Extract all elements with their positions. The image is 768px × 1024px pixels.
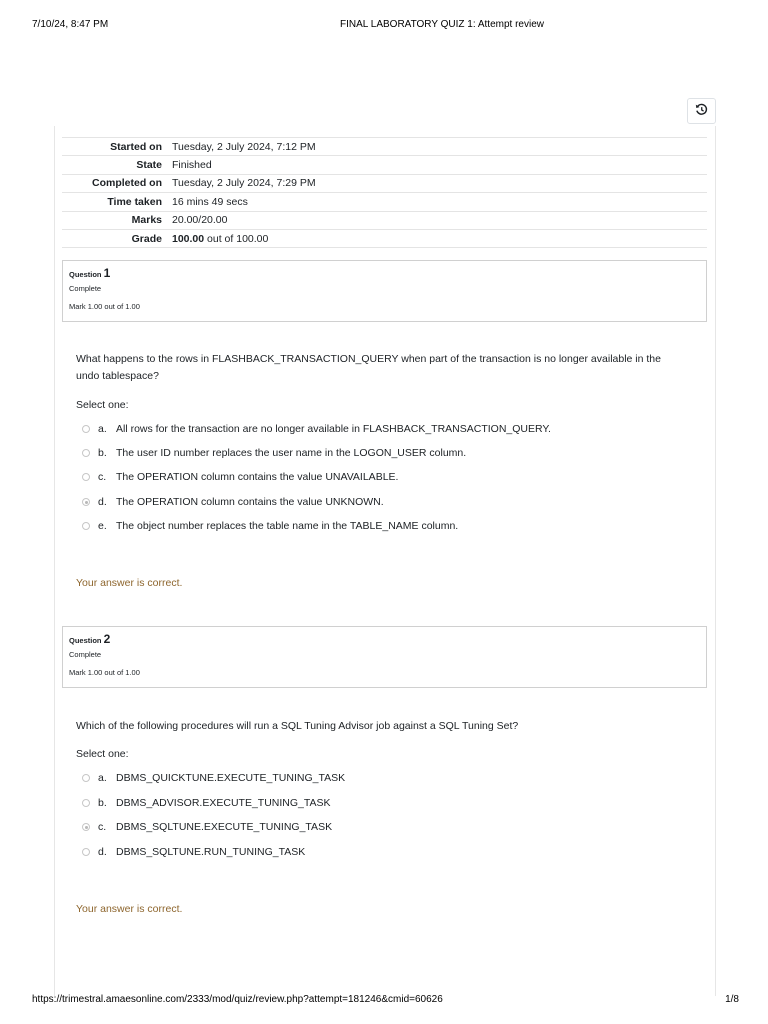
content-region (54, 126, 716, 996)
page-url: https://trimestral.amaesonline.com/2333/mod/quiz/review.php?attempt=181246&cmid=60626 (32, 994, 443, 1005)
summary-value (167, 229, 707, 247)
summary-label: Started on (110, 140, 162, 153)
radio-button[interactable] (82, 473, 90, 481)
question-grade: Mark 1.00 out of 1.00 (69, 302, 140, 311)
radio-button[interactable] (82, 774, 90, 782)
question-text-2: Which of the following procedures will run a SQL Tuning Advisor job against a SQL Tuning Set? (76, 720, 519, 732)
print-header (0, 19, 768, 33)
summary-row-completed (62, 174, 707, 192)
attempt-summary-table (62, 137, 707, 248)
radio-button[interactable] (82, 522, 90, 530)
summary-value: 16 mins 49 secs (172, 195, 248, 208)
option-text: DBMS_QUICKTUNE.EXECUTE_TUNING_TASK (116, 772, 346, 784)
question-state: Complete (69, 650, 102, 659)
grade-suffix: out of 100.00 (207, 232, 269, 245)
grade-score: 100.00 (172, 232, 205, 245)
option-text: DBMS_SQLTUNE.RUN_TUNING_TASK (116, 846, 306, 858)
option-letter: d. (98, 496, 107, 508)
option-letter: a. (98, 772, 107, 784)
question-state: Complete (69, 284, 102, 293)
summary-label: State (136, 159, 162, 172)
summary-row-time (62, 193, 707, 211)
answer-option-1c[interactable] (82, 471, 398, 483)
option-letter: b. (98, 447, 107, 459)
summary-value: Tuesday, 2 July 2024, 7:12 PM (172, 140, 316, 153)
summary-row-state (62, 156, 707, 174)
option-text: DBMS_SQLTUNE.EXECUTE_TUNING_TASK (116, 821, 333, 833)
option-text: All rows for the transaction are no longer available in FLASHBACK_TRANSACTION_QUERY. (116, 423, 551, 435)
option-text: The object number replaces the table name in the TABLE_NAME column. (116, 520, 459, 532)
answer-feedback-2: Your answer is correct. (76, 903, 183, 915)
option-letter: c. (98, 471, 107, 483)
answer-option-1d[interactable] (82, 496, 384, 508)
summary-value: Tuesday, 2 July 2024, 7:29 PM (172, 177, 316, 190)
page-number: 1/8 (725, 994, 739, 1005)
answer-option-1e[interactable] (82, 520, 458, 532)
answer-option-2b[interactable] (82, 797, 331, 809)
radio-button[interactable] (82, 449, 90, 457)
summary-label: Marks (131, 214, 162, 227)
history-icon (695, 103, 708, 119)
option-text: The OPERATION column contains the value UNAVAILABLE. (116, 471, 399, 483)
radio-button-selected[interactable] (82, 498, 90, 506)
option-letter: c. (98, 821, 107, 833)
answer-option-1b[interactable] (82, 447, 466, 459)
question-info-2 (62, 626, 707, 688)
answer-option-1a[interactable] (82, 423, 551, 435)
question-text-1: What happens to the rows in FLASHBACK_TRANSACTION_QUERY when part of the transaction is no longer available in the undo tablespace? (76, 353, 661, 382)
answer-option-2d[interactable] (82, 846, 305, 858)
summary-value: Finished (172, 159, 212, 172)
option-text: DBMS_ADVISOR.EXECUTE_TUNING_TASK (116, 797, 331, 809)
print-title: FINAL LABORATORY QUIZ 1: Attempt review (340, 19, 544, 30)
option-letter: e. (98, 520, 107, 532)
answer-option-2c[interactable] (82, 821, 332, 833)
answer-feedback-1: Your answer is correct. (76, 577, 183, 589)
select-one-prompt: Select one: (76, 748, 129, 760)
radio-button[interactable] (82, 848, 90, 856)
summary-label: Completed on (92, 177, 162, 190)
radio-button[interactable] (82, 425, 90, 433)
option-letter: b. (98, 797, 107, 809)
print-date: 7/10/24, 8:47 PM (32, 19, 109, 30)
option-text: The OPERATION column contains the value UNKNOWN. (116, 496, 384, 508)
question-number: Question 2 (69, 632, 111, 646)
select-one-prompt: Select one: (76, 399, 129, 411)
summary-row-marks (62, 211, 707, 229)
summary-row-started (62, 138, 707, 156)
summary-label: Grade (131, 232, 162, 245)
summary-value: 20.00/20.00 (172, 214, 228, 227)
radio-button-selected[interactable] (82, 823, 90, 831)
option-letter: a. (98, 423, 107, 435)
history-button[interactable] (687, 98, 716, 124)
summary-label: Time taken (107, 195, 162, 208)
option-text: The user ID number replaces the user name in the LOGON_USER column. (116, 447, 467, 459)
option-letter: d. (98, 846, 107, 858)
question-grade: Mark 1.00 out of 1.00 (69, 668, 140, 677)
summary-row-grade (62, 229, 707, 247)
question-number: Question 1 (69, 266, 111, 280)
radio-button[interactable] (82, 799, 90, 807)
question-info-1 (62, 260, 707, 322)
answer-option-2a[interactable] (82, 772, 345, 784)
